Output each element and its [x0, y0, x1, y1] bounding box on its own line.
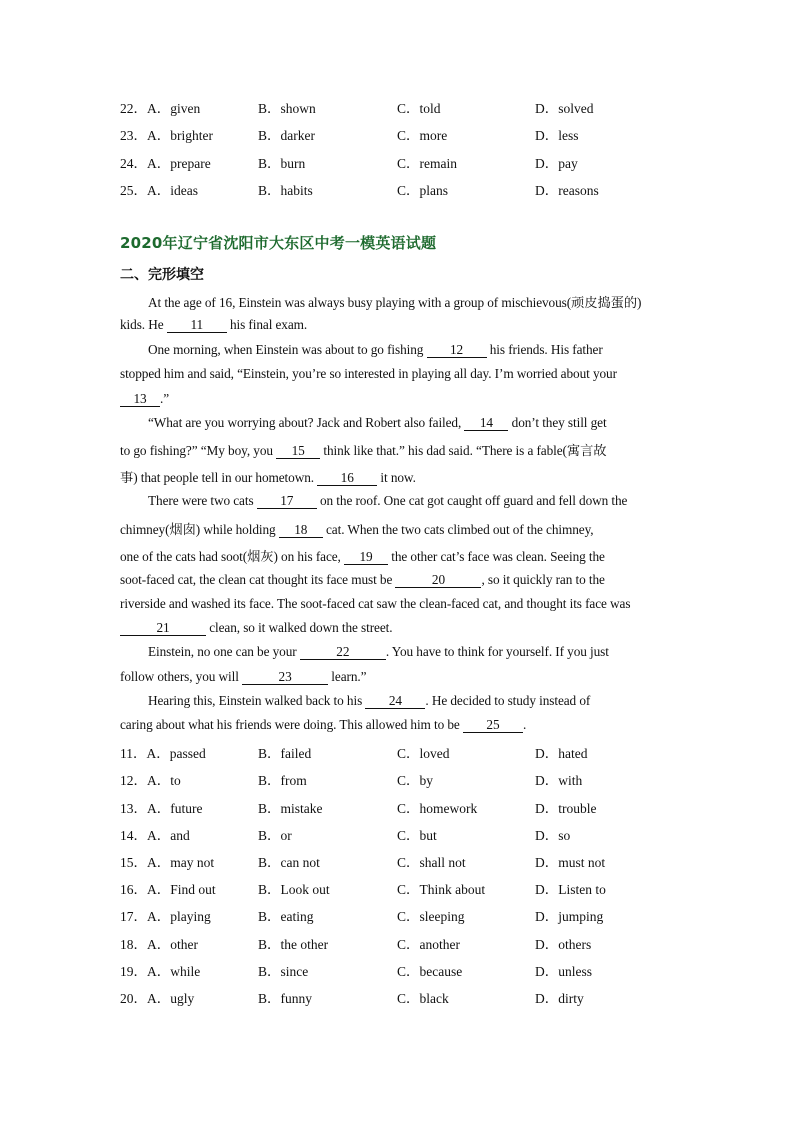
text: . He decided to study instead of	[425, 693, 591, 708]
passage-line	[120, 519, 594, 538]
option-b: B．funny	[258, 991, 312, 1006]
text: to go fishing?” “My boy, you	[120, 443, 277, 458]
option-d: D．trouble	[535, 801, 597, 816]
option-c: C．more	[397, 128, 448, 143]
passage-line	[120, 546, 605, 565]
text: , so it quickly ran to the	[481, 572, 605, 587]
text: One morning, when Einstein was about to go fishing	[148, 342, 427, 357]
text: Einstein, no one can be your	[148, 644, 300, 659]
option-d: D．less	[535, 128, 579, 143]
text: clean, so it walked down the street.	[206, 620, 393, 635]
text: one of the cats had soot(烟灰) on his face,	[120, 549, 344, 564]
option-c: C．told	[397, 101, 441, 116]
text: caring about what his friends were doing. This allowed him to be	[120, 717, 463, 732]
option-b: B．habits	[258, 183, 313, 198]
passage-line	[120, 620, 392, 636]
passage-line: stopped him and said, “Einstein, you’re so interested in playing all day. I’m worried about your	[120, 366, 617, 381]
option-a: 16．A．Find out	[120, 882, 216, 897]
text: .	[522, 717, 527, 732]
passage-line	[148, 493, 627, 509]
option-d: D．Listen to	[535, 882, 606, 897]
text: the other cat’s face was clean. Seeing the	[388, 549, 605, 564]
blank-19: 19	[344, 550, 388, 565]
option-c: C．black	[397, 991, 449, 1006]
blank-14: 14	[464, 416, 508, 431]
text: it now.	[377, 470, 416, 485]
passage-line	[120, 669, 366, 685]
option-a: 12．A．to	[120, 773, 181, 788]
option-d: D．solved	[535, 101, 594, 116]
option-b: B．burn	[258, 156, 306, 171]
blank-15: 15	[276, 444, 320, 459]
blank-22: 22	[300, 645, 386, 660]
passage-line: At the age of 16, Einstein was always busy playing with a group of mischievous(顽皮捣蛋的)	[148, 295, 642, 310]
option-c: C．because	[397, 964, 463, 979]
option-d: D．jumping	[535, 909, 604, 924]
option-b: B．failed	[258, 746, 312, 761]
option-c: C．remain	[397, 156, 457, 171]
option-d: D．with	[535, 773, 583, 788]
option-a: 15．A．may not	[120, 855, 215, 870]
option-d: D．must not	[535, 855, 606, 870]
passage-line	[120, 717, 526, 733]
blank-12: 12	[427, 343, 487, 358]
blank-20: 20	[395, 573, 481, 588]
option-b: B．mistake	[258, 801, 323, 816]
passage-line	[148, 693, 590, 709]
passage-line	[120, 317, 307, 333]
option-b: B．since	[258, 964, 309, 979]
option-a: 22．A．given	[120, 101, 201, 116]
text: . You have to think for yourself. If you just	[385, 644, 609, 659]
passage-line	[120, 391, 169, 407]
passage-line	[148, 342, 603, 358]
exam-title: 2020年辽宁省沈阳市大东区中考一模英语试题	[120, 234, 437, 252]
option-c: C．homework	[397, 801, 478, 816]
text: .”	[160, 391, 170, 406]
option-a: 23．A．brighter	[120, 128, 213, 143]
option-c: C．plans	[397, 183, 449, 198]
option-d: D．unless	[535, 964, 592, 979]
option-b: B．darker	[258, 128, 315, 143]
option-d: D．reasons	[535, 183, 599, 198]
option-b: B．eating	[258, 909, 314, 924]
text: chimney(烟囱) while holding	[120, 522, 279, 537]
text: follow others, you will	[120, 669, 243, 684]
option-c: C．Think about	[397, 882, 486, 897]
text: think like that.” his dad said. “There is a fable(寓言故	[320, 443, 607, 458]
option-c: C．another	[397, 937, 460, 952]
option-a: 11．A．passed	[120, 746, 206, 761]
passage-line	[120, 572, 605, 588]
text: cat. When the two cats climbed out of the chimney,	[322, 522, 594, 537]
option-c: C．shall not	[397, 855, 466, 870]
blank-21: 21	[120, 621, 206, 636]
option-b: B．can not	[258, 855, 320, 870]
text: don’t they still get	[508, 415, 607, 430]
option-d: D．so	[535, 828, 571, 843]
text: his friends. His father	[486, 342, 603, 357]
text: “What are you worrying about? Jack and Robert also failed,	[148, 415, 465, 430]
option-b: B．shown	[258, 101, 316, 116]
passage-line	[148, 644, 609, 660]
passage-line	[120, 440, 606, 459]
option-a: 19．A．while	[120, 964, 201, 979]
option-c: C．but	[397, 828, 437, 843]
passage-line	[148, 415, 607, 431]
option-d: D．others	[535, 937, 592, 952]
blank-24: 24	[365, 694, 425, 709]
option-c: C．loved	[397, 746, 450, 761]
text: his final exam.	[226, 317, 308, 332]
option-c: C．by	[397, 773, 434, 788]
blank-13: 13	[120, 392, 160, 407]
option-a: 20．A．ugly	[120, 991, 195, 1006]
text: learn.”	[328, 669, 367, 684]
option-a: 18．A．other	[120, 937, 198, 952]
option-a: 14．A．and	[120, 828, 190, 843]
section-heading: 二、完形填空	[120, 267, 204, 283]
option-d: D．pay	[535, 156, 578, 171]
option-a: 17．A．playing	[120, 909, 211, 924]
passage-line: riverside and washed its face. The soot-faced cat saw the clean-faced cat, and thought its face was	[120, 596, 631, 611]
option-a: 24．A．prepare	[120, 156, 211, 171]
option-c: C．sleeping	[397, 909, 465, 924]
option-a: 25．A．ideas	[120, 183, 198, 198]
blank-23: 23	[242, 670, 328, 685]
blank-25: 25	[463, 718, 523, 733]
text: soot-faced cat, the clean cat thought its face must be	[120, 572, 396, 587]
option-b: B．Look out	[258, 882, 330, 897]
option-b: B．the other	[258, 937, 329, 952]
blank-18: 18	[279, 523, 323, 538]
text: 事) that people tell in our hometown.	[120, 470, 318, 485]
passage-line	[120, 467, 416, 486]
option-d: D．dirty	[535, 991, 584, 1006]
option-a: 13．A．future	[120, 801, 203, 816]
text: kids. He	[120, 317, 167, 332]
text: Hearing this, Einstein walked back to his	[148, 693, 366, 708]
text: on the roof. One cat got caught off guard and fell down the	[316, 493, 628, 508]
blank-11: 11	[167, 318, 227, 333]
blank-16: 16	[317, 471, 377, 486]
blank-17: 17	[257, 494, 317, 509]
text: There were two cats	[148, 493, 257, 508]
option-b: B．from	[258, 773, 307, 788]
option-d: D．hated	[535, 746, 588, 761]
option-b: B．or	[258, 828, 292, 843]
